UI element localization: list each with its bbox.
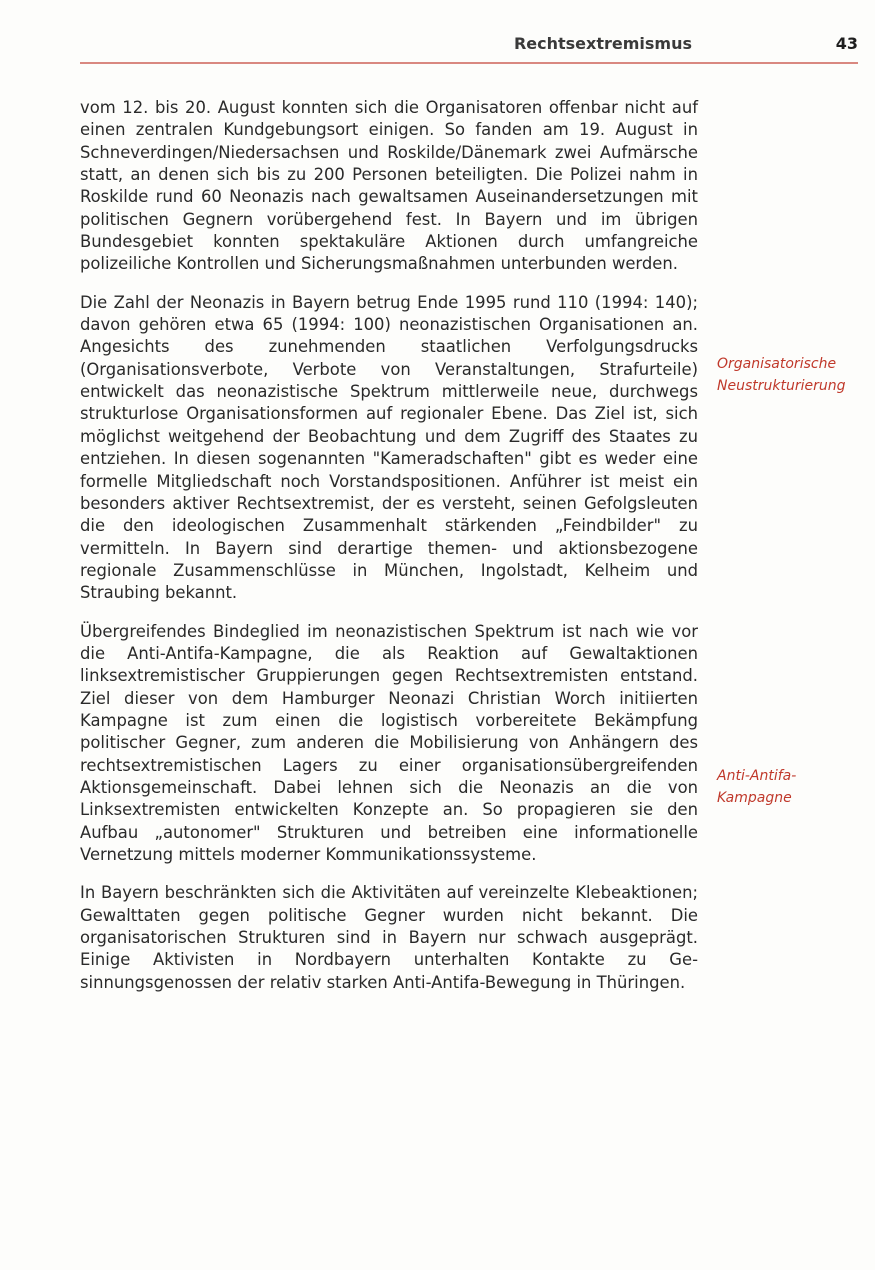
running-header bbox=[80, 30, 858, 64]
header-rule bbox=[80, 62, 858, 64]
margin-note-line: Kampagne bbox=[717, 790, 792, 806]
margin-note-line: Organisatorische bbox=[717, 356, 837, 372]
margin-note-organisation bbox=[717, 353, 867, 397]
margin-note-line: Anti-Antifa- bbox=[717, 768, 797, 784]
paragraph-4: In Bayern beschränkten sich die Aktivitäten auf vereinzelte Klebeaktionen; Gewalttaten gegen politische Gegner wurden nicht bekannt. Die organisatorischen Strukturen sind in Bayern nur schwach ausgeprägt. Einige Aktivisten in Nordbayern unterhalten Kontakte zu Gesinnungsgenossen der relativ starken Anti-Antifa-Bewegung in Thüringen. bbox=[80, 883, 698, 992]
paragraph-3: Übergreifendes Bindeglied im neonazistischen Spektrum ist nach wie vor die Anti-Antifa-Kampagne, die als Reaktion auf Gewaltaktionen linksextremistischer Gruppierungen gegen Rechtsextremisten entstand. Ziel dieser von dem Hamburger Neonazi Christian Worch initiierten Kampagne ist zum einen die logistisch vorbereitete Bekämpfung politischer Gegner, zum anderen die Mobilisierung von Anhängern des rechtsextremistischen Lagers zu einer organisationsübergreifenden Aktionsgemeinschaft. Dabei lehnen sich die Neonazis an die von Linksextremisten entwickelten Konzepte an. So propagieren sie den Aufbau „autonomer" Strukturen und betreiben eine informationelle Vernetzung mittels moderner Kommunikationssysteme. bbox=[80, 621, 698, 864]
margin-note-line: Neustrukturierung bbox=[717, 378, 846, 394]
header-title: Rechtsextremismus bbox=[513, 34, 692, 53]
paragraph-2: Die Zahl der Neonazis in Bayern betrug Ende 1995 rund 110 (1994: 140); davon gehören etwa 65 (1994: 100) neonazistischen Organisationen an. Angesichts des zunehmenden staatlichen Verfolgungsdrucks (Organisationsverbote, Verbote von Veranstaltungen, Strafurteile) entwickelt das neonazistische Spektrum mittlerweile neue, durchwegs strukturlose Organisationsformen auf regionaler Ebene. Das Ziel ist, sich möglichst weitgehend der Beobachtung und dem Zugriff des Staates zu entziehen. In diesen sogenannten "Kameradschaften" gibt es weder eine formelle Mitgliedschaft noch Vorstandspositionen. Anführer ist meist ein besonders aktiver Rechtsextremist, der es versteht, seinen Gefolgsleuten die den ideologischen Zusammenhalt stärkenden „Feindbilder" zu vermitteln. In Bayern sind derartige themen- und aktionsbezogene regionale Zusammenschlüsse in München, Ingolstadt, Kelheim und Straubing bekannt. bbox=[80, 292, 698, 603]
page-number: 43 bbox=[835, 34, 858, 53]
paragraph-1: vom 12. bis 20. August konnten sich die Organisatoren offenbar nicht auf einen zentralen Kundgebungsort einigen. So fanden am 19. August in Schneverdingen/Niedersachsen und Roskilde/Dänemark zwei Aufmärsche statt, an denen sich bis zu 200 Personen beteiligten. Die Polizei nahm in Roskilde rund 60 Neonazis nach gewaltsamen Auseinandersetzungen mit politischen Gegnern vorübergehend fest. In Bayern und im übrigen Bundesgebiet konnten spektakuläre Aktionen durch umfangreiche polizeiliche Kontrollen und Sicherungsmaßnahmen unterbunden werden. bbox=[80, 98, 698, 274]
margin-note-anti-antifa bbox=[717, 765, 867, 809]
body-text bbox=[80, 97, 698, 1010]
